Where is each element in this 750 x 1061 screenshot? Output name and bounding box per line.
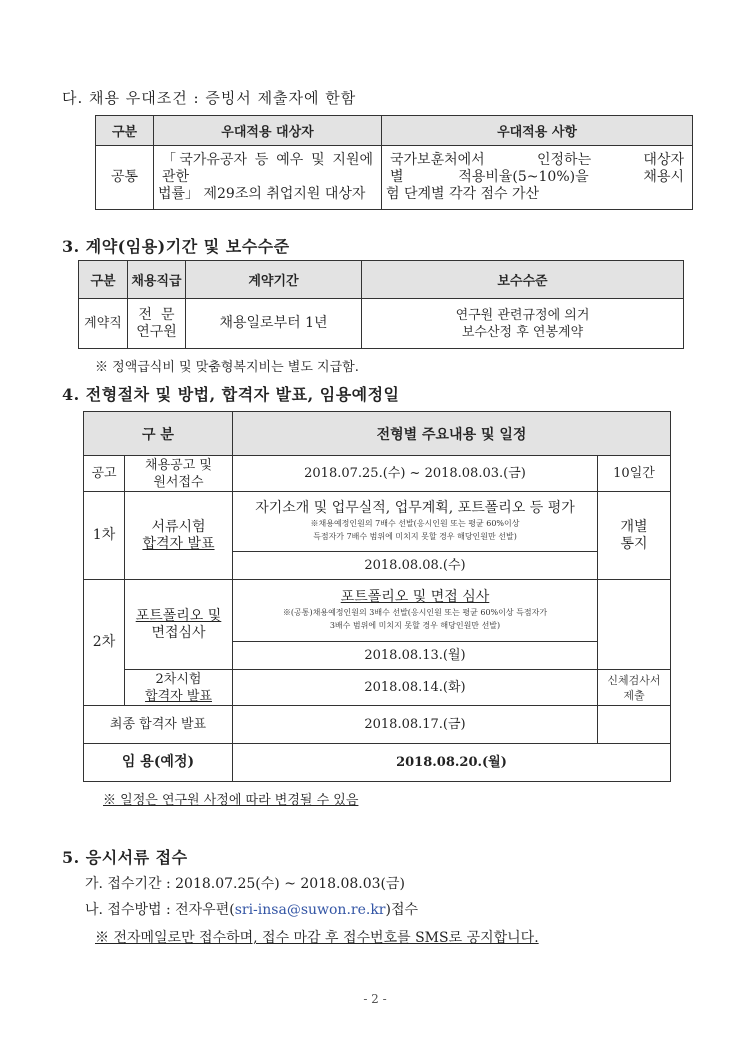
- submission-period: 가. 접수기간 : 2018.07.25(수) ~ 2018.08.03(금): [85, 876, 405, 892]
- email-link[interactable]: sri-insa@suwon.re.kr: [234, 902, 386, 918]
- col-category: 구 분: [84, 412, 233, 456]
- col-category: 구분: [79, 261, 128, 299]
- table-row: [79, 299, 684, 349]
- submission-method: 나. 접수방법 : 전자우편(sri-insa@suwon.re.kr)접수: [85, 902, 419, 918]
- col-grade: 채용직급: [128, 261, 186, 299]
- category-cell: 공통: [96, 146, 154, 210]
- col-content: 전형별 주요내용 및 일정: [233, 412, 671, 456]
- page-number: - 2 -: [363, 992, 387, 1006]
- schedule-note: ※ 일정은 연구원 사정에 따라 변경될 수 있음: [103, 793, 359, 808]
- category-cell: 계약직: [79, 299, 128, 349]
- preference-table: [95, 115, 693, 210]
- procedure-heading: 4. 전형절차 및 방법, 합격자 발표, 임용예정일: [62, 385, 400, 404]
- table-row: [96, 146, 693, 210]
- col-period: 계약기간: [186, 261, 362, 299]
- preference-heading: 다. 채용 우대조건 : 증빙서 제출자에 한함: [62, 89, 357, 107]
- target-cell: 「국가유공자 등 예우 및 지원에 관한 법률」 제29조의 취업지원 대상자: [154, 146, 382, 210]
- procedure-table: 구 분 전형별 주요내용 및 일정 공고 채용공고 및 원서접수 2018.07.25.(수) ~ 2018.08.03.(금) 10일간 1차 서류시험 합격자 발표 자기소개 및 업무실적, 업무계획, 포트폴리오 등 평가 ※채용예정인원의 7배수 선발(응시인원 또는 평균 60%이상 득점자가 7배수 범위에 미치지 못할 경우 해당인원만 선발) 개별 통지 2018.08.08.(수) 2차 포트폴리오 및 면접심사 포트폴리오 및 면접 심사 ※(공통)채용예정인원의 3배수 선발(응시인원 또는 평균 60%이상 득점자가 3배수 범위에 미치지 못할 경우 해당인원만 선발) 2018.08.13.(월) 2차시험 합격자 발표 2018.08.14.(화) 신체검사서 제출 최종 합격자 발표 2018.08.17.(금) 임 용(예정) 2018.08.20.(월): [83, 411, 671, 782]
- table-row: 임 용(예정) 2018.08.20.(월): [84, 744, 671, 782]
- col-target: 우대적용 대상자: [154, 116, 382, 146]
- period-cell: 채용일로부터 1년: [186, 299, 362, 349]
- col-category: 구분: [96, 116, 154, 146]
- table-row: 공고 채용공고 및 원서접수 2018.07.25.(수) ~ 2018.08.03.(금) 10일간: [84, 456, 671, 492]
- col-detail: 우대적용 사항: [382, 116, 693, 146]
- grade-cell: 전 문 연구원: [128, 299, 186, 349]
- contract-note: ※ 정액급식비 및 맞춤형복지비는 별도 지급함.: [95, 360, 359, 375]
- col-pay: 보수수준: [362, 261, 684, 299]
- contract-table: [78, 260, 684, 349]
- table-row: 1차 서류시험 합격자 발표 자기소개 및 업무실적, 업무계획, 포트폴리오 등 평가 ※채용예정인원의 7배수 선발(응시인원 또는 평균 60%이상 득점자가 7배수 범위에 미치지 못할 경우 해당인원만 선발) 개별 통지: [84, 492, 671, 552]
- detail-cell: 국가보훈처에서 인정하는 대상자 별 적용비율(5~10%)을 채용시 험 단계별 각각 점수 가산: [382, 146, 693, 210]
- table-row: 2차 포트폴리오 및 면접심사 포트폴리오 및 면접 심사 ※(공통)채용예정인원의 3배수 선발(응시인원 또는 평균 60%이상 득점자가 3배수 범위에 미치지 못할 경우 해당인원만 선발): [84, 580, 671, 642]
- submission-heading: 5. 응시서류 접수: [62, 848, 188, 867]
- table-row: 최종 합격자 발표 2018.08.17.(금): [84, 706, 671, 744]
- pay-cell: 연구원 관련규정에 의거 보수산정 후 연봉계약: [362, 299, 684, 349]
- contract-heading: 3. 계약(임용)기간 및 보수수준: [62, 237, 290, 256]
- submission-note: ※ 전자메일로만 접수하며, 접수 마감 후 접수번호를 SMS로 공지합니다.: [95, 930, 539, 946]
